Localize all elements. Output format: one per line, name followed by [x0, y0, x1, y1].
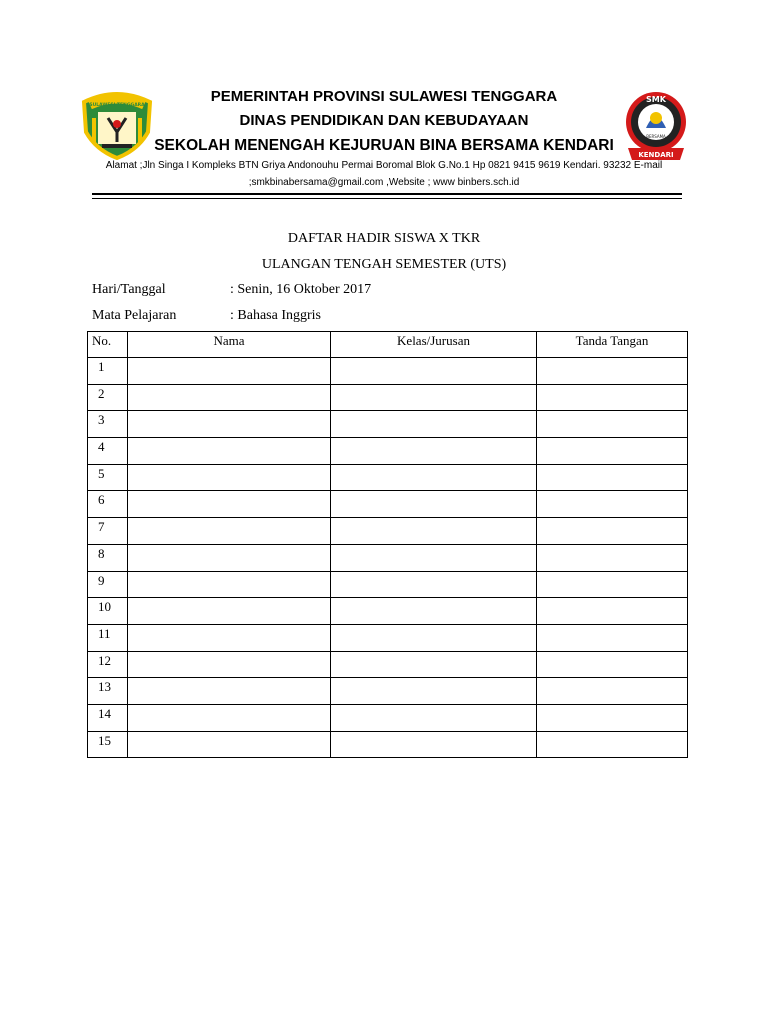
table-row [88, 678, 688, 705]
row-number: 8 [88, 544, 128, 571]
row-number: 13 [88, 678, 128, 705]
cell-kelas [331, 571, 537, 598]
meta-value-date: : Senin, 16 Oktober 2017 [230, 282, 372, 297]
cell-kelas [331, 491, 537, 518]
cell-tanda-tangan [537, 438, 688, 465]
table-row [88, 411, 688, 438]
cell-kelas [331, 544, 537, 571]
row-number: 11 [88, 624, 128, 651]
row-number: 4 [88, 438, 128, 465]
table-row [88, 731, 688, 758]
row-number: 7 [88, 518, 128, 545]
row-number: 3 [88, 411, 128, 438]
cell-kelas [331, 464, 537, 491]
cell-tanda-tangan [537, 518, 688, 545]
row-number: 1 [88, 358, 128, 385]
cell-nama [128, 571, 331, 598]
table-row [88, 624, 688, 651]
cell-nama [128, 438, 331, 465]
cell-nama [128, 651, 331, 678]
cell-tanda-tangan [537, 358, 688, 385]
table-row [88, 544, 688, 571]
cell-tanda-tangan [537, 598, 688, 625]
department-name: DINAS PENDIDIKAN DAN KEBUDAYAAN [239, 112, 529, 129]
row-number: 15 [88, 731, 128, 758]
cell-kelas [331, 678, 537, 705]
cell-kelas [331, 358, 537, 385]
row-number: 14 [88, 704, 128, 731]
cell-kelas [331, 384, 537, 411]
table-row [88, 358, 688, 385]
cell-tanda-tangan [537, 464, 688, 491]
cell-nama [128, 624, 331, 651]
cell-tanda-tangan [537, 624, 688, 651]
cell-tanda-tangan [537, 704, 688, 731]
government-name: PEMERINTAH PROVINSI SULAWESI TENGGARA [210, 88, 558, 105]
header-no: No. [88, 332, 128, 358]
cell-tanda-tangan [537, 411, 688, 438]
table-row [88, 571, 688, 598]
cell-nama [128, 704, 331, 731]
row-number: 5 [88, 464, 128, 491]
cell-tanda-tangan [537, 491, 688, 518]
letterhead-divider-thin [92, 198, 682, 199]
cell-tanda-tangan [537, 731, 688, 758]
table-row [88, 651, 688, 678]
cell-nama [128, 384, 331, 411]
cell-nama [128, 598, 331, 625]
table-row [88, 704, 688, 731]
cell-kelas [331, 518, 537, 545]
table-row [88, 598, 688, 625]
table-row [88, 464, 688, 491]
school-contact: ;smkbinabersama@gmail.com ,Website ; www binbers.sch.id [248, 177, 520, 188]
emblem-bersama-text: BERSAMA [646, 134, 666, 139]
table-header-row [88, 332, 688, 358]
cell-nama [128, 518, 331, 545]
cell-kelas [331, 438, 537, 465]
row-number: 10 [88, 598, 128, 625]
cell-tanda-tangan [537, 651, 688, 678]
table-row [88, 518, 688, 545]
province-emblem-logo [78, 88, 156, 160]
emblem-smk-text: SMK [646, 95, 666, 104]
document-title: DAFTAR HADIR SISWA X TKR [287, 231, 481, 246]
table-body [88, 358, 688, 758]
cell-kelas [331, 624, 537, 651]
cell-tanda-tangan [537, 384, 688, 411]
letterhead-divider-thick [92, 193, 682, 195]
meta-label-subject: Mata Pelajaran [92, 308, 177, 323]
cell-kelas [331, 731, 537, 758]
cell-nama [128, 411, 331, 438]
meta-row-subject [92, 308, 321, 324]
header-kelas: Kelas/Jurusan [331, 332, 537, 358]
table-row [88, 384, 688, 411]
meta-label-date: Hari/Tanggal [92, 282, 166, 297]
school-address: Alamat ;Jln Singa I Kompleks BTN Griya Andonouhu Permai Boromal Blok G.No.1 Hp 0821 9415 9619 Kendari. 93232 E-mail [105, 160, 663, 171]
cell-kelas [331, 598, 537, 625]
cell-nama [128, 678, 331, 705]
row-number: 12 [88, 651, 128, 678]
cell-kelas [331, 411, 537, 438]
emblem-ribbon-text: SULAWESI TENGGARA [89, 103, 145, 108]
header-tanda-tangan: Tanda Tangan [537, 332, 688, 358]
attendance-table [87, 331, 688, 758]
cell-nama [128, 358, 331, 385]
cell-nama [128, 731, 331, 758]
row-number: 6 [88, 491, 128, 518]
school-name: SEKOLAH MENENGAH KEJURUAN BINA BERSAMA KENDARI [154, 137, 614, 154]
cell-tanda-tangan [537, 678, 688, 705]
cell-nama [128, 544, 331, 571]
school-emblem-logo [624, 88, 688, 166]
document-subtitle: ULANGAN TENGAH SEMESTER (UTS) [261, 257, 507, 272]
table-row [88, 491, 688, 518]
cell-nama [128, 464, 331, 491]
cell-tanda-tangan [537, 544, 688, 571]
cell-tanda-tangan [537, 571, 688, 598]
emblem-kendari-text: KENDARI [638, 151, 674, 159]
cell-kelas [331, 704, 537, 731]
meta-value-subject: : Bahasa Inggris [230, 308, 321, 323]
cell-kelas [331, 651, 537, 678]
table-row [88, 438, 688, 465]
cell-nama [128, 491, 331, 518]
header-nama: Nama [128, 332, 331, 358]
row-number: 9 [88, 571, 128, 598]
row-number: 2 [88, 384, 128, 411]
meta-row-date [92, 282, 371, 298]
